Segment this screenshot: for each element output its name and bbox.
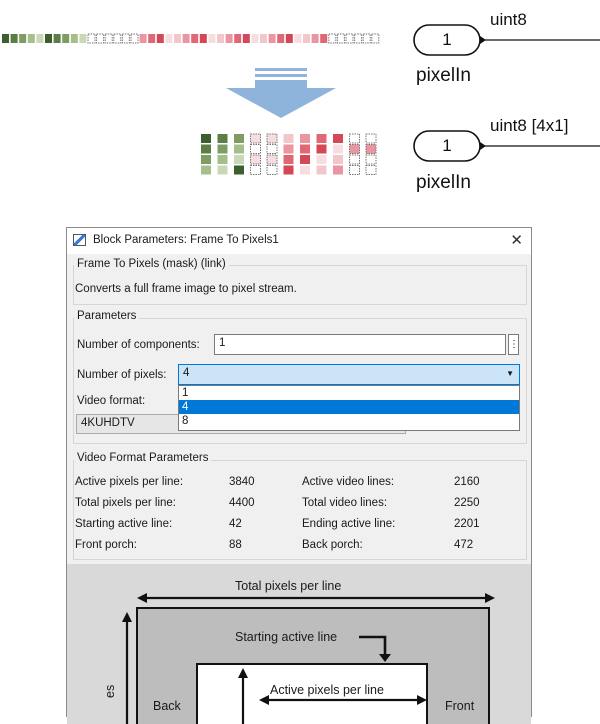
- pixel-cell: [363, 34, 370, 43]
- pixel-cell: [19, 34, 26, 43]
- pixel-cell: [79, 34, 86, 43]
- pixel-cell: [201, 155, 211, 164]
- vfp-label: Back porch:: [302, 539, 363, 551]
- inport-2-label: pixelIn: [416, 172, 471, 193]
- pixel-cell: [277, 34, 284, 43]
- pixel-cell: [300, 134, 310, 143]
- pixel-cell: [234, 134, 244, 143]
- vfp-label: Total video lines:: [302, 497, 388, 509]
- back-porch-label: Back: [153, 699, 181, 713]
- pixel-cell: [183, 34, 190, 43]
- pixel-cell: [333, 166, 343, 175]
- pixel-cell: [366, 155, 376, 164]
- pixel-cell: [286, 34, 293, 43]
- inport-1-type: uint8: [490, 10, 527, 29]
- pixel-stream-diagram: [0, 0, 600, 215]
- pixel-cell: [234, 145, 244, 154]
- vfp-value: 2201: [454, 518, 480, 530]
- pixel-cell: [366, 134, 376, 143]
- vfp-label: Active video lines:: [302, 476, 395, 488]
- pixel-cell: [350, 145, 360, 154]
- pixel-cell: [114, 34, 121, 43]
- num-components-input[interactable]: 1: [214, 334, 506, 355]
- pixel-cell: [54, 34, 61, 43]
- vfp-label: Total pixels per line:: [75, 497, 176, 509]
- pixel-cell: [333, 134, 343, 143]
- pixel-cell: [317, 134, 327, 143]
- num-pixels-select[interactable]: [178, 364, 520, 385]
- pixel-cell: [174, 34, 181, 43]
- pixel-cell: [148, 34, 155, 43]
- inport-2-type: uint8 [4x1]: [490, 116, 569, 135]
- chevron-down-icon: ▼: [506, 369, 514, 378]
- pixel-cell: [234, 155, 244, 164]
- pixel-cell: [200, 34, 207, 43]
- pixel-cell: [251, 155, 261, 164]
- pixel-cell: [218, 155, 228, 164]
- pixel-cell: [284, 145, 294, 154]
- pixel-cell: [260, 34, 267, 43]
- pixel-cell: [350, 155, 360, 164]
- video-format-select[interactable]: 4KUHDTV: [76, 414, 406, 434]
- vfp-value: 2160: [454, 476, 480, 488]
- pixel-cell: [333, 155, 343, 164]
- close-icon[interactable]: ✕: [510, 232, 523, 249]
- pixel-cell: [131, 34, 138, 43]
- pixel-cell: [208, 34, 215, 43]
- pixel-cell: [97, 34, 104, 43]
- pixel-cell: [201, 145, 211, 154]
- pixel-cell: [346, 34, 353, 43]
- pixel-cell: [320, 34, 327, 43]
- pixel-cell: [243, 34, 250, 43]
- pixel-cell: [267, 145, 277, 154]
- pixel-cell: [218, 134, 228, 143]
- pixel-cell: [234, 166, 244, 175]
- pixel-cell: [294, 34, 301, 43]
- vfp-label: Front porch:: [75, 539, 137, 551]
- vfp-label: Active pixels per line:: [75, 476, 184, 488]
- pixel-cell: [317, 155, 327, 164]
- active-pixels-label: Active pixels per line: [270, 683, 384, 697]
- pixel-cell: [71, 34, 78, 43]
- pixel-cell: [201, 134, 211, 143]
- vfp-value: 42: [229, 518, 242, 530]
- pixel-cell: [366, 145, 376, 154]
- pixel-cell: [317, 166, 327, 175]
- dropdown-option-selected[interactable]: 4: [179, 400, 519, 414]
- pixel-cell: [372, 34, 379, 43]
- video-format-label: Video format:: [77, 395, 146, 407]
- pixel-cell: [45, 34, 52, 43]
- pixel-cell: [2, 34, 9, 43]
- more-options-icon[interactable]: ⋮: [508, 334, 519, 355]
- pixel-cell: [234, 34, 241, 43]
- vfp-value: 3840: [229, 476, 255, 488]
- pixel-cell: [355, 34, 362, 43]
- pixel-cell: [157, 34, 164, 43]
- pixel-cell: [218, 166, 228, 175]
- block-parameters-dialog: [66, 227, 532, 717]
- pixel-cell: [191, 34, 198, 43]
- num-components-label: Number of components:: [77, 339, 200, 351]
- simulink-block-icon: [73, 234, 86, 246]
- vertical-axis-label: es: [103, 684, 117, 698]
- pixel-cell: [267, 166, 277, 175]
- pixel-cell: [267, 134, 277, 143]
- pixel-cell: [350, 166, 360, 175]
- vfp-label: Ending active line:: [302, 518, 396, 530]
- pixel-cell: [267, 155, 277, 164]
- num-pixels-dropdown-list[interactable]: [178, 385, 520, 431]
- mask-description: Converts a full frame image to pixel stream.: [75, 283, 297, 295]
- serial-pixel-strip: [2, 34, 379, 43]
- pixel-cell: [140, 34, 147, 43]
- inport-2-number: 1: [442, 136, 452, 155]
- dialog-titlebar: [67, 228, 531, 254]
- mask-header: Frame To Pixels (mask) (link): [74, 258, 229, 270]
- pixel-cell: [284, 166, 294, 175]
- pixel-cell: [300, 166, 310, 175]
- pixel-cell: [122, 34, 129, 43]
- pixel-cell: [312, 34, 319, 43]
- pixel-cell: [62, 34, 69, 43]
- pixel-cell: [201, 166, 211, 175]
- vfp-legend: Video Format Parameters: [74, 452, 211, 464]
- pixel-cell: [251, 134, 261, 143]
- dropdown-option[interactable]: 1: [182, 387, 189, 399]
- pixel-cell: [350, 134, 360, 143]
- vfp-value: 4400: [229, 497, 255, 509]
- pixel-cell: [251, 166, 261, 175]
- pixel-cell: [269, 34, 276, 43]
- pixel-cell: [300, 155, 310, 164]
- pixel-cell: [218, 145, 228, 154]
- pixel-cell: [88, 34, 95, 43]
- dialog-title: Block Parameters: Frame To Pixels1: [93, 234, 279, 246]
- pixel-cell: [28, 34, 35, 43]
- pixel-cell: [251, 145, 261, 154]
- pixel-cell: [329, 34, 336, 43]
- pixel-cell: [333, 145, 343, 154]
- pixel-cell: [226, 34, 233, 43]
- vfp-value: 472: [454, 539, 474, 551]
- pixel-cell: [284, 155, 294, 164]
- parameters-legend: Parameters: [74, 310, 139, 322]
- num-pixels-label: Number of pixels:: [77, 369, 167, 381]
- pixel-cell: [317, 145, 327, 154]
- pixel-cell: [251, 34, 258, 43]
- dropdown-option[interactable]: 8: [182, 415, 189, 427]
- pixel-cell: [366, 166, 376, 175]
- pixel-cell: [300, 145, 310, 154]
- pixel-cell: [105, 34, 112, 43]
- vfp-label: Starting active line:: [75, 518, 173, 530]
- inport-1-label: pixelIn: [416, 65, 471, 86]
- vfp-value: 88: [229, 539, 242, 551]
- starting-active-line-label: Starting active line: [235, 630, 338, 644]
- pixel-cell: [217, 34, 224, 43]
- pixel-cell: [303, 34, 310, 43]
- front-porch-label: Front: [445, 699, 475, 713]
- pixel-cell: [284, 134, 294, 143]
- vfp-value: 2250: [454, 497, 480, 509]
- pixel-cell: [11, 34, 18, 43]
- parallel-pixel-columns: [201, 134, 376, 175]
- timing-diagram: [67, 564, 531, 724]
- pixel-cell: [36, 34, 43, 43]
- total-pixels-label: Total pixels per line: [235, 579, 342, 593]
- inport-1-number: 1: [442, 30, 452, 49]
- pixel-cell: [165, 34, 172, 43]
- num-pixels-value: 4: [183, 367, 190, 379]
- pixel-cell: [337, 34, 344, 43]
- down-arrow-icon: [226, 68, 336, 118]
